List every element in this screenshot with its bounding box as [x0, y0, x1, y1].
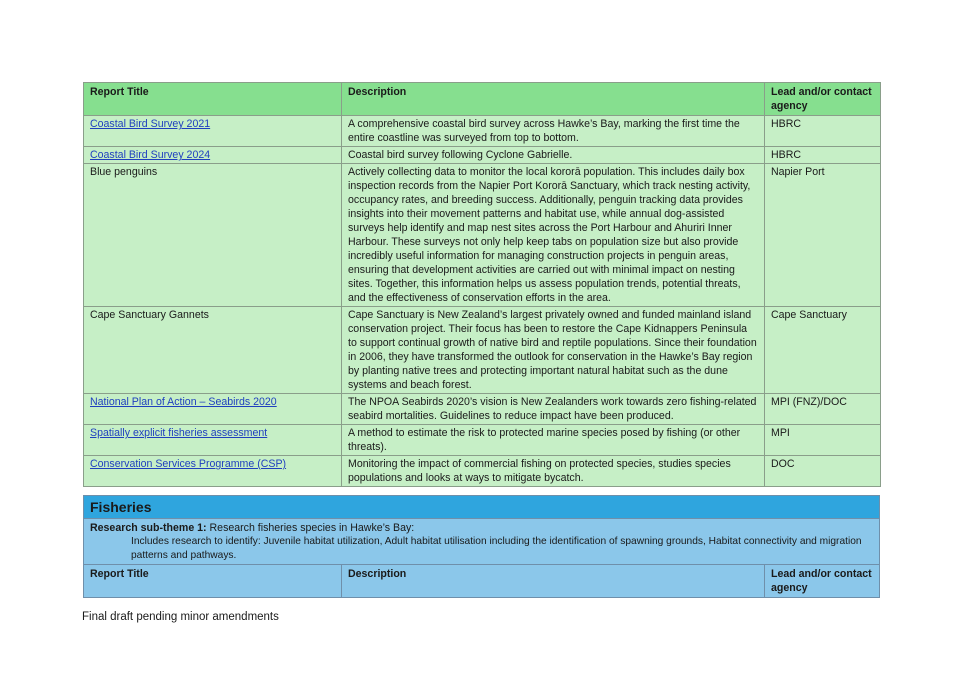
header-lead-agency: Lead and/or contact agency: [765, 83, 881, 116]
cell-report-title: [84, 394, 342, 425]
cell-lead-agency: Napier Port: [765, 164, 881, 307]
table-row: [84, 456, 881, 487]
subtheme-detail: Includes research to identify: Juvenile habitat utilization, Adult habitat utilisation including the identification of spawning grounds, Habitat connectivity and migration patterns and pathways.: [131, 536, 862, 561]
subtheme-text: Research fisheries species in Hawke’s Bay:: [206, 522, 415, 534]
table-header-row: [84, 83, 881, 116]
seabird-reports-table: [83, 82, 881, 487]
cell-lead-agency: MPI (FNZ)/DOC: [765, 394, 881, 425]
fisheries-header-description: Description: [342, 565, 765, 597]
fisheries-header-lead-agency: Lead and/or contact agency: [771, 568, 872, 594]
header-report-title: Report Title: [84, 83, 342, 116]
fisheries-heading: Fisheries: [84, 496, 879, 519]
table-row: [84, 147, 881, 164]
cell-report-title: [84, 116, 342, 147]
cell-description: Monitoring the impact of commercial fishing on protected species, studies species populations and looks at ways to mitigate bycatch.: [342, 456, 765, 487]
cell-description: A method to estimate the risk to protected marine species posed by fishing (or other threats).: [342, 425, 765, 456]
cell-description: A comprehensive coastal bird survey across Hawke’s Bay, marking the first time the entire coastline was surveyed from top to bottom.: [342, 116, 765, 147]
cell-description: Coastal bird survey following Cyclone Gabrielle.: [342, 147, 765, 164]
report-title-link[interactable]: National Plan of Action – Seabirds 2020: [90, 396, 277, 408]
report-title-text: Cape Sanctuary Gannets: [90, 309, 209, 321]
report-title-link[interactable]: Coastal Bird Survey 2021: [90, 118, 211, 130]
fisheries-table-header: [84, 564, 879, 597]
cell-report-title: [84, 456, 342, 487]
cell-description: The NPOA Seabirds 2020’s vision is New Zealanders work towards zero fishing-related seabird mortalities. Guidelines to reduce impact have been produced.: [342, 394, 765, 425]
report-title-link[interactable]: Coastal Bird Survey 2024: [90, 149, 211, 161]
report-title-text: Blue penguins: [90, 166, 158, 178]
cell-report-title: [84, 147, 342, 164]
cell-description: Actively collecting data to monitor the local kororā population. This includes daily box inspection records from the Napier Port Kororā Sanctuary, which track nesting activity, occupancy rates, and breeding success. Additionally, penguin tracking data provides insights into their movement patterns and habitat use, while annual dog-assisted surveys help identify and map nest sites across the Port Harbour and Ahuriri Inner Harbour. These surveys not only help keep tabs on population size but also provide incredibly useful information for managing construction projects in penguin areas, ensuring that development activities are carried out with minimal impact on nesting sites. Together, this information helps us assess population trends, potential threats, and the effectiveness of conservation efforts in the area.: [342, 164, 765, 307]
cell-lead-agency: HBRC: [765, 147, 881, 164]
table-row: [84, 394, 881, 425]
cell-lead-agency: MPI: [765, 425, 881, 456]
cell-lead-agency: HBRC: [765, 116, 881, 147]
footer-note: Final draft pending minor amendments: [82, 611, 279, 623]
research-subtheme: [84, 519, 879, 564]
cell-lead-agency: DOC: [765, 456, 881, 487]
header-description: Description: [342, 83, 765, 116]
cell-report-title: [84, 425, 342, 456]
table-row: [84, 307, 881, 394]
table-row: [84, 116, 881, 147]
report-title-link[interactable]: Spatially explicit fisheries assessment: [90, 427, 268, 439]
table-row: [84, 425, 881, 456]
fisheries-section: [83, 495, 880, 598]
fisheries-header-report-title: Report Title: [84, 565, 342, 597]
report-title-link[interactable]: Conservation Services Programme (CSP): [90, 458, 287, 470]
cell-report-title: [84, 164, 342, 307]
cell-lead-agency: Cape Sanctuary: [765, 307, 881, 394]
cell-description: Cape Sanctuary is New Zealand’s largest privately owned and funded mainland island conservation project. Their focus has been to restore the Cape Kidnappers Peninsula to support continual growth of native bird and reptile populations. Since their foundation in 2006, they have transformed the outlook for conservation in the Hawke’s Bay region by planting native trees and protecting important natural habitat such as the dune systems and beach forest.: [342, 307, 765, 394]
subtheme-label: Research sub-theme 1:: [90, 522, 207, 534]
cell-report-title: [84, 307, 342, 394]
table-row: [84, 164, 881, 307]
